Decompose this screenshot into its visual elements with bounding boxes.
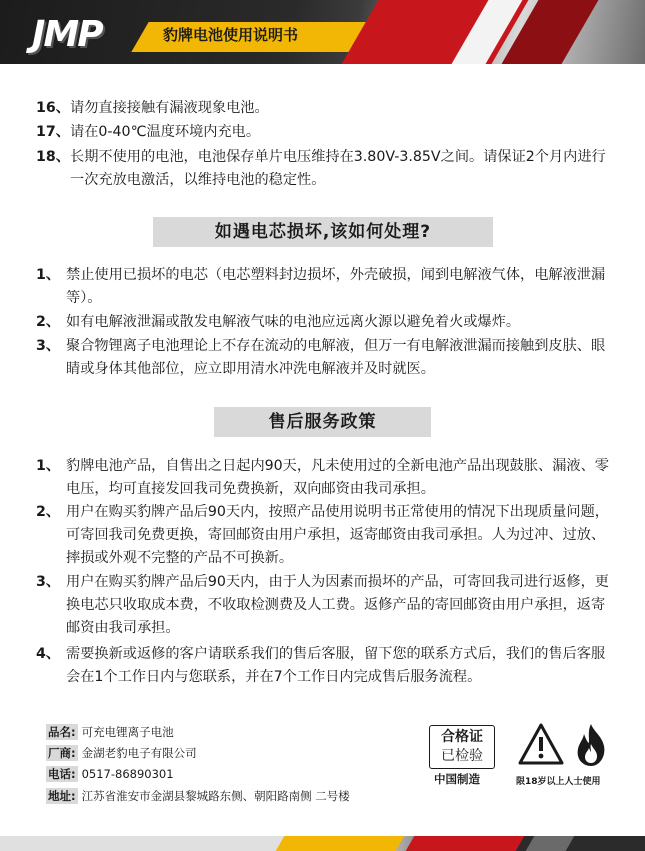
footer-stripe [0, 836, 645, 851]
section-heading-damage: 如遇电芯损坏,该如何处理? [153, 217, 493, 247]
footer-grey-stripe [526, 836, 575, 851]
item-text: 用户在购买豹牌产品后90天内，由于人为因素而损坏的产品，可寄回我司进行返修，更换电芯只收取成本费，不收取检测费及人工费。返修产品的寄回邮资由用户承担，返寄邮资由我司承担。 [66, 574, 609, 636]
list-item [36, 501, 616, 570]
flame-icon [572, 722, 610, 768]
age-restriction-note: 限18岁以上人士使用 [516, 777, 601, 787]
item-number: 1、 [36, 458, 61, 474]
info-row-phone [46, 766, 174, 782]
info-value: 0517-86890301 [81, 767, 174, 781]
item-text: 禁止使用已损坏的电芯（电芯塑料封边损坏，外壳破损，闻到电解液气体，电解液泄漏等）。 [66, 267, 606, 306]
item-number: 17、 [36, 124, 70, 140]
item-number: 18、 [36, 149, 70, 165]
info-value: 金湖老豹电子有限公司 [81, 746, 197, 760]
list-item [36, 146, 616, 192]
item-number: 16、 [36, 100, 70, 116]
section-heading-aftersales: 售后服务政策 [214, 407, 431, 437]
item-text: 用户在购买豹牌产品后90天内，按照产品使用说明书正常使用的情况下出现质量问题，可寄回我司免费更换，寄回邮资由用户承担，返寄邮资由我司承担。人为过冲、过放、摔损或外观不完整的产品不可换新。 [66, 504, 609, 566]
certificate-stamp [429, 725, 495, 769]
certificate-status: 已检验 [441, 748, 483, 764]
info-row-product-name [46, 724, 174, 740]
list-item [36, 335, 616, 381]
item-text: 请在0-40℃温度环境内充电。 [70, 124, 261, 140]
item-number: 3、 [36, 338, 61, 354]
item-number: 1、 [36, 267, 61, 283]
info-value: 可充电锂离子电池 [81, 725, 174, 739]
item-text: 豹牌电池产品，自售出之日起内90天，凡未使用过的全新电池产品出现鼓胀、漏液、零电压，均可直接发回我司免费换新，双向邮资由我司承担。 [66, 458, 609, 497]
item-number: 3、 [36, 574, 61, 590]
info-value: 江苏省淮安市金湖县黎城路东侧、朝阳路南侧 二号楼 [81, 789, 350, 803]
info-key: 电话: [48, 767, 76, 781]
footer-yellow-stripe [276, 836, 405, 851]
list-item [36, 264, 616, 310]
list-item [36, 97, 616, 120]
warning-triangle-icon [517, 722, 565, 766]
list-item [36, 121, 616, 144]
item-text: 需要换新或返修的客户请联系我们的售后客服，留下您的联系方式后，我们的售后客服会在1个工作日内与您联系，并在7个工作日内完成售后服务流程。 [66, 646, 606, 685]
item-number: 4、 [36, 646, 61, 662]
item-number: 2、 [36, 504, 61, 520]
header-banner [0, 0, 645, 64]
item-number: 2、 [36, 314, 61, 330]
document-title: 豹牌电池使用说明书 [163, 26, 299, 44]
list-item [36, 643, 616, 689]
footer-red-stripe [406, 836, 525, 851]
list-item [36, 311, 616, 334]
brand-logo: JMP [32, 14, 102, 55]
item-text: 请勿直接接触有漏液现象电池。 [70, 100, 269, 116]
certificate-title: 合格证 [441, 729, 483, 745]
list-item [36, 455, 616, 501]
info-key: 品名: [48, 725, 76, 739]
info-row-address [46, 788, 350, 804]
info-key: 厂商: [48, 746, 76, 760]
info-row-manufacturer [46, 745, 197, 761]
item-text: 聚合物锂离子电池理论上不存在流动的电解液，但万一有电解液泄漏而接触到皮肤、眼睛或身体其他部位，应立即用清水冲洗电解液并及时就医。 [66, 338, 606, 377]
item-text: 如有电解液泄漏或散发电解液气味的电池应远离火源以避免着火或爆炸。 [66, 314, 521, 330]
item-text: 长期不使用的电池，电池保存单片电压维持在3.80V-3.85V之间。请保证2个月内进行一次充放电激活，以维持电池的稳定性。 [70, 149, 606, 188]
list-item [36, 571, 616, 640]
made-in-label: 中国制造 [434, 772, 480, 786]
info-key: 地址: [48, 789, 76, 803]
